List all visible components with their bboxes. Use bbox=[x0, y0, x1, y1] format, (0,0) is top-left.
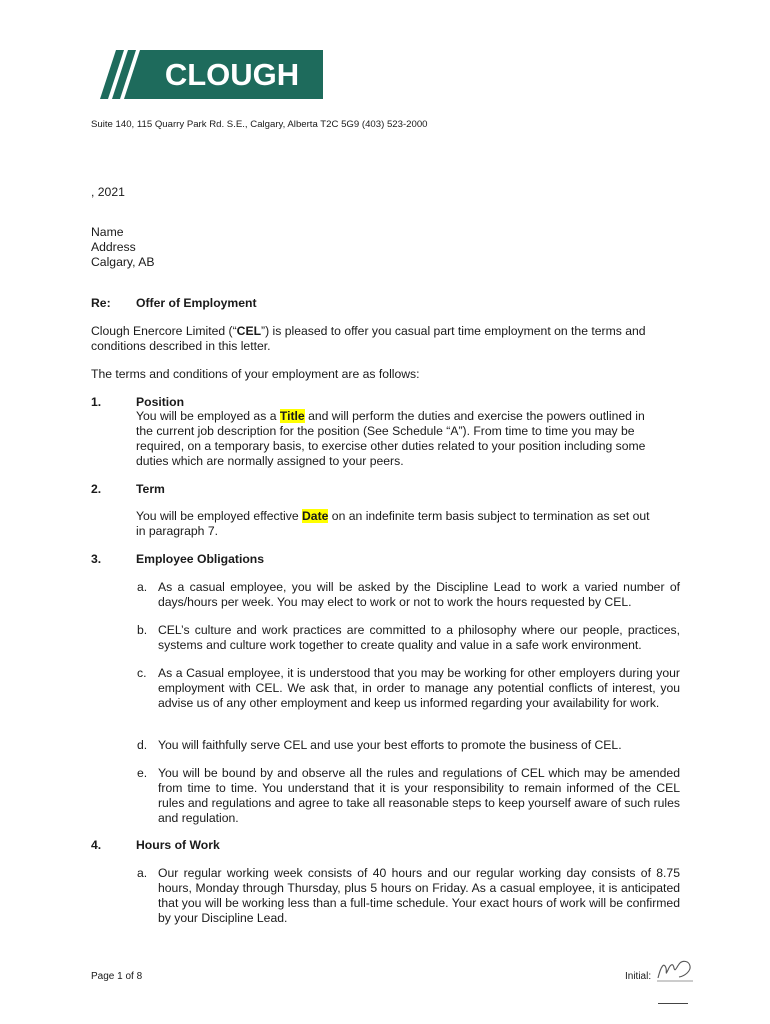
obligation-item: You will faithfully serve CEL and use your best efforts to promote the business of CEL. bbox=[158, 738, 622, 752]
obligation-item: As a Casual employee, it is understood that you may be working for other employers during your employment with CEL. We ask that, in order to manage any potential conflicts of interest, you advise us of any other employment and keep us informed regarding your availability for work. bbox=[158, 666, 680, 710]
initial-label: Initial: bbox=[625, 971, 652, 982]
term-line-1 bbox=[136, 509, 681, 524]
intro-text: Clough Enercore Limited (“ bbox=[91, 324, 237, 338]
item-letter: e. bbox=[137, 766, 148, 780]
text: on an indefinite term basis subject to termination as set out bbox=[328, 509, 650, 523]
initials-signature bbox=[655, 958, 695, 984]
item-letter: c. bbox=[137, 666, 147, 680]
text: You will be employed as a bbox=[136, 409, 280, 423]
intro-bold: CEL bbox=[236, 324, 262, 338]
highlight-placeholder: Title bbox=[279, 409, 305, 423]
re-label: Re: bbox=[91, 296, 111, 310]
section-number: 3. bbox=[91, 552, 102, 566]
item-letter: d. bbox=[137, 738, 148, 752]
section-title: Term bbox=[136, 482, 165, 496]
re-subject: Offer of Employment bbox=[136, 296, 257, 310]
intro-line-2: conditions described in this letter. bbox=[91, 339, 271, 353]
intro-text: ”) is pleased to offer you casual part time employment on the terms and bbox=[261, 324, 646, 338]
text: You will be employed effective bbox=[136, 509, 302, 523]
position-line-2: the current job description for the position (See Schedule “A”). From time to time you may be bbox=[136, 424, 635, 438]
recipient-city: Calgary, AB bbox=[91, 255, 155, 269]
item-letter: a. bbox=[137, 580, 148, 594]
section-title: Position bbox=[136, 395, 185, 409]
logo-text: CLOUGH bbox=[164, 57, 300, 92]
position-line-4: duties which are normally assigned to your peers. bbox=[136, 454, 404, 468]
section-title: Employee Obligations bbox=[136, 552, 264, 566]
initial-underline bbox=[658, 1003, 688, 1004]
obligation-item: As a casual employee, you will be asked by the Discipline Lead to work a varied number of days/hours per week. You may elect to work or not to work the hours requested by CEL. bbox=[158, 580, 680, 609]
position-line-1 bbox=[136, 409, 681, 424]
section-title: Hours of Work bbox=[136, 838, 220, 852]
highlight-placeholder: Date bbox=[302, 509, 329, 523]
date-line: , 2021 bbox=[91, 185, 125, 199]
recipient-name: Name bbox=[91, 225, 124, 239]
section-number: 4. bbox=[91, 838, 102, 852]
company-address: Suite 140, 115 Quarry Park Rd. S.E., Calgary, Alberta T2C 5G9 (403) 523-2000 bbox=[91, 119, 428, 130]
intro-line-1 bbox=[91, 324, 646, 339]
page-number: Page 1 of 8 bbox=[91, 971, 143, 982]
recipient-address: Address bbox=[91, 240, 136, 254]
hours-item: Our regular working week consists of 40 hours and our regular working day consists of 8.75 hours, Monday through Thursday, plus 5 hours on Friday. As a casual employee, it is anticipated that you will be working less than a full-time schedule. Your exact hours of work will be confirmed by your Discipline Lead. bbox=[158, 866, 680, 925]
terms-intro: The terms and conditions of your employment are as follows: bbox=[91, 367, 420, 381]
position-line-3: required, on a temporary basis, to exercise other duties related to your position including some bbox=[136, 439, 646, 453]
item-letter: b. bbox=[137, 623, 148, 637]
section-number: 1. bbox=[91, 395, 102, 409]
section-number: 2. bbox=[91, 482, 102, 496]
text: and will perform the duties and exercise the powers outlined in bbox=[304, 409, 645, 423]
item-letter: a. bbox=[137, 866, 148, 880]
obligation-item: You will be bound by and observe all the rules and regulations of CEL which may be amended from time to time. You understand that it is your responsibility to remain informed of the CEL rules and regulations and agree to take all reasonable steps to keep yourself aware of such rules and regulation. bbox=[158, 766, 680, 825]
clough-logo bbox=[100, 50, 323, 99]
term-line-2: in paragraph 7. bbox=[136, 524, 218, 538]
obligation-item: CEL’s culture and work practices are committed to a philosophy where our people, practices, systems and culture work together to create quality and value in a safe work environment. bbox=[158, 623, 680, 652]
